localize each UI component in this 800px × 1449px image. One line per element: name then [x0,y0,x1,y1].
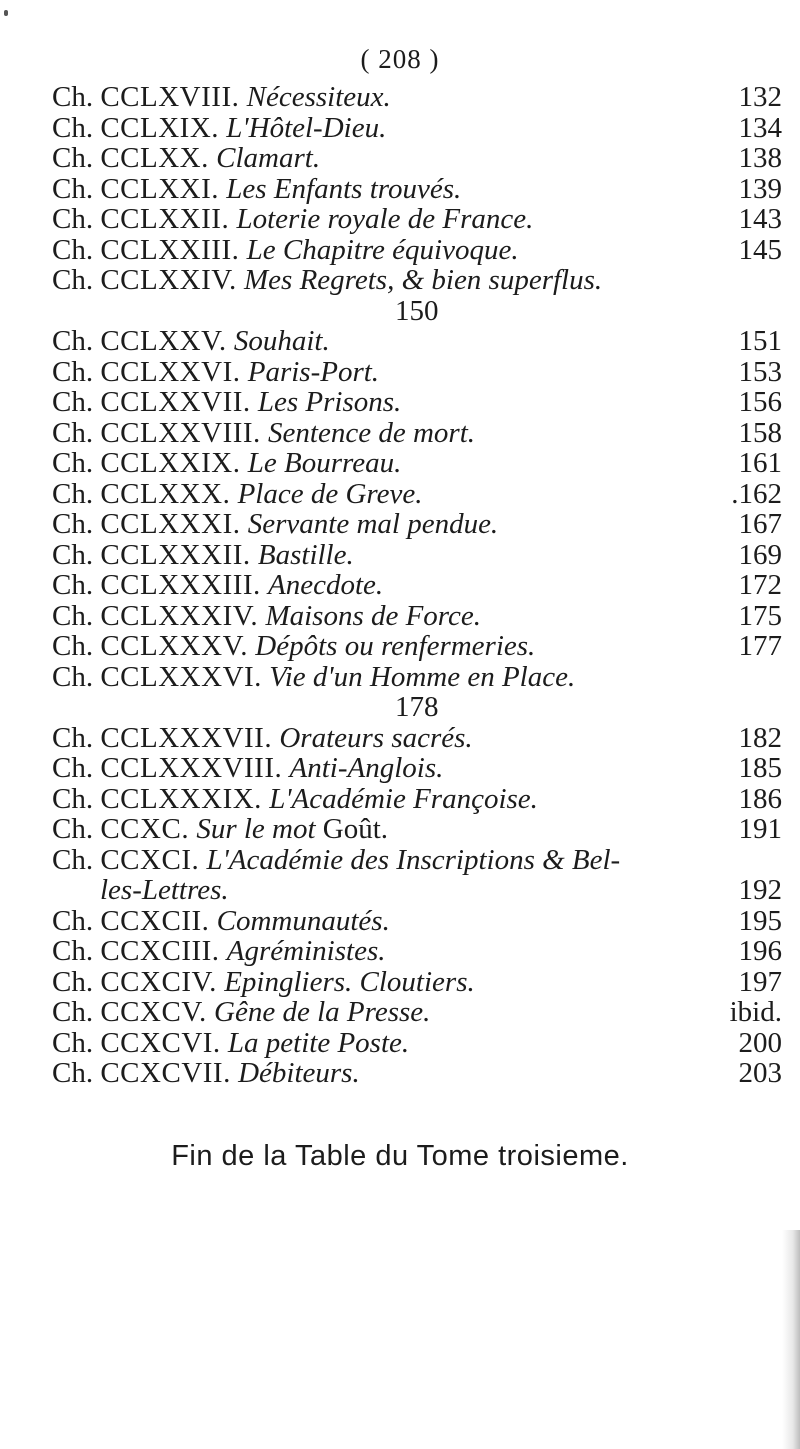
page-reference: 138 [738,142,782,174]
page-reference: 178 [395,691,439,723]
chapter-title-roman: Goût. [322,813,389,845]
chapter-abbrev: Ch. [52,508,94,540]
chapter-title: Place de Greve. [237,477,423,510]
chapter-number: CCLXXVII. [100,386,251,418]
chapter-number: CCLXXXIX. [100,782,262,815]
page-reference: 175 [738,599,782,632]
chapter-number: CCLXVIII. [100,81,240,113]
chapter-number: CCXCIII. [100,935,220,967]
chapter-abbrev: Ch. [52,996,94,1028]
toc-entry [52,1058,782,1089]
chapter-abbrev: Ch. [52,355,94,388]
toc-entry [52,723,782,754]
chapter-number: CCLXXXIV. [100,599,259,632]
page-reference: 145 [738,233,782,266]
table-end-note: Fin de la Table du Tome troisieme. [171,1140,629,1172]
chapter-number: CCLXXXV. [100,630,249,662]
page-reference: 150 [395,294,439,327]
toc-entry [52,997,782,1028]
chapter-title: Epingliers. Cloutiers. [224,965,475,998]
chapter-number: CCLXXII. [100,203,230,235]
page-edge-shadow [782,1230,800,1449]
chapter-title: Anecdote. [268,569,384,601]
chapter-abbrev: Ch. [52,599,94,632]
toc-entry [52,845,782,906]
page-reference: 191 [738,813,782,845]
chapter-number: CCXCVII. [100,1057,231,1089]
chapter-title: Les Prisons. [257,386,402,418]
toc-entry [52,479,782,510]
chapter-title: Clamart. [216,142,321,174]
toc-entry [52,540,782,571]
page-reference: 197 [738,965,782,998]
chapter-abbrev: Ch. [52,325,94,357]
chapter-title: Mes Regrets, & bien superflus. [244,264,603,296]
chapter-number: CCXCII. [100,904,210,937]
page-number-header: ( 208 ) [360,44,440,74]
chapter-title: Loterie royale de France. [236,203,534,235]
page-reference: 200 [738,1026,782,1059]
chapter-number: CCLXXIX. [100,447,241,479]
page-reference: 203 [738,1057,782,1089]
chapter-abbrev: Ch. [52,1026,94,1059]
chapter-title: Vie d'un Homme en Place. [269,660,576,693]
toc-entry [52,448,782,479]
chapter-title: Communautés. [216,904,390,937]
chapter-number: CCLXXVI. [100,355,241,388]
chapter-title: L'Académie des Inscriptions & Bel- [206,843,621,876]
chapter-number: CCXCIV. [100,965,217,998]
chapter-number: CCLXIX. [100,111,220,144]
chapter-abbrev: Ch. [52,965,94,998]
toc-entry [52,814,782,845]
toc-entry [52,113,782,144]
chapter-title: Gêne de la Presse. [214,996,431,1028]
chapter-title: Paris-Port. [247,355,380,388]
page-reference: 161 [738,447,782,479]
chapter-title: Dépôts ou renfermeries. [255,630,536,662]
chapter-number: CCLXX. [100,142,209,174]
toc-entry [52,1028,782,1059]
chapter-abbrev: Ch. [52,660,94,693]
toc-entry [52,753,782,784]
chapter-number: CCXCI. [100,843,200,876]
chapter-number: CCLXXXIII. [100,569,261,601]
chapter-abbrev: Ch. [52,477,94,510]
chapter-number: CCLXXXVI. [100,660,262,693]
toc-entry [52,601,782,632]
toc-entry [52,509,782,540]
chapter-title: Sentence de mort. [268,416,475,449]
chapter-abbrev: Ch. [52,721,94,754]
chapter-title: Anti-Anglois. [289,752,444,784]
chapter-title: L'Académie Françoise. [269,782,538,815]
toc-entry [52,570,782,601]
chapter-abbrev: Ch. [52,233,94,266]
page-reference: 185 [738,752,782,784]
chapter-abbrev: Ch. [52,142,94,174]
chapter-title: Le Bourreau. [247,447,402,479]
chapter-title: L'Hôtel-Dieu. [226,111,387,144]
toc-entry [52,906,782,937]
toc-entry [52,967,782,998]
chapter-number: CCLXXXVIII. [100,752,283,784]
chapter-abbrev: Ch. [52,203,94,235]
chapter-abbrev: Ch. [52,386,94,418]
chapter-abbrev: Ch. [52,416,94,449]
toc-entry [52,784,782,815]
page-reference: 182 [738,721,782,754]
chapter-number: CCLXXV. [100,325,227,357]
toc-entry [52,357,782,388]
chapter-number: CCLXXVIII. [100,416,261,449]
chapter-abbrev: Ch. [52,904,94,937]
toc-entry [52,174,782,205]
chapter-title: Bastille. [257,538,354,571]
page-reference: 153 [738,355,782,388]
chapter-title: Maisons de Force. [265,599,482,632]
chapter-title: Nécessiteux. [246,81,391,113]
chapter-abbrev: Ch. [52,752,94,784]
chapter-title: La petite Poste. [227,1026,410,1059]
chapter-abbrev: Ch. [52,538,94,571]
chapter-title: Souhait. [233,325,330,357]
table-of-contents [52,82,782,1089]
chapter-number: CCLXXXII. [100,538,251,571]
chapter-number: CCXC. [100,813,190,845]
toc-entry [52,143,782,174]
chapter-abbrev: Ch. [52,264,94,296]
chapter-abbrev: Ch. [52,81,94,113]
chapter-abbrev: Ch. [52,569,94,601]
page-reference: .162 [731,477,782,510]
ink-speck [4,10,8,16]
page-reference: ibid. [729,996,782,1028]
page-reference: 143 [738,203,782,235]
page-reference: 177 [738,630,782,662]
page-reference: 156 [738,386,782,418]
page-reference: 192 [738,874,782,906]
chapter-number: CCLXXXI. [100,508,241,540]
toc-entry [52,235,782,266]
chapter-abbrev: Ch. [52,111,94,144]
toc-entry [52,265,782,326]
chapter-title: Débiteurs. [238,1057,360,1089]
chapter-abbrev: Ch. [52,843,94,876]
chapter-title: Orateurs sacrés. [279,721,473,754]
chapter-number: CCXCVI. [100,1026,221,1059]
chapter-number: CCLXXX. [100,477,231,510]
chapter-title: Sur le mot [196,813,316,845]
page-reference: 158 [738,416,782,449]
page-reference: 172 [738,569,782,601]
chapter-title-continued: les-Lettres. [100,874,229,906]
chapter-title: Servante mal pendue. [247,508,499,540]
chapter-number: CCLXXIV. [100,264,237,296]
chapter-abbrev: Ch. [52,630,94,662]
toc-entry [52,936,782,967]
page-reference: 139 [738,172,782,205]
chapter-title: Les Enfants trouvés. [226,172,462,205]
chapter-abbrev: Ch. [52,172,94,205]
page-reference: 134 [738,111,782,144]
page-reference: 132 [738,81,782,113]
chapter-abbrev: Ch. [52,782,94,815]
toc-entry [52,418,782,449]
toc-entry [52,82,782,113]
toc-entry [52,662,782,723]
chapter-title: Le Chapitre équivoque. [246,233,519,266]
chapter-number: CCLXXI. [100,172,220,205]
chapter-number: CCLXXXVII. [100,721,273,754]
page-reference: 195 [738,904,782,937]
chapter-abbrev: Ch. [52,935,94,967]
page-reference: 186 [738,782,782,815]
toc-entry [52,631,782,662]
page-reference: 151 [738,325,782,357]
toc-entry [52,204,782,235]
chapter-number: CCXCV. [100,996,207,1028]
toc-entry [52,387,782,418]
chapter-abbrev: Ch. [52,1057,94,1089]
toc-entry [52,326,782,357]
page-reference: 167 [738,508,782,540]
chapter-title: Agréministes. [226,935,386,967]
chapter-abbrev: Ch. [52,447,94,479]
chapter-number: CCLXXIII. [100,233,240,266]
chapter-abbrev: Ch. [52,813,94,845]
page-reference: 169 [738,538,782,571]
page-reference: 196 [738,935,782,967]
